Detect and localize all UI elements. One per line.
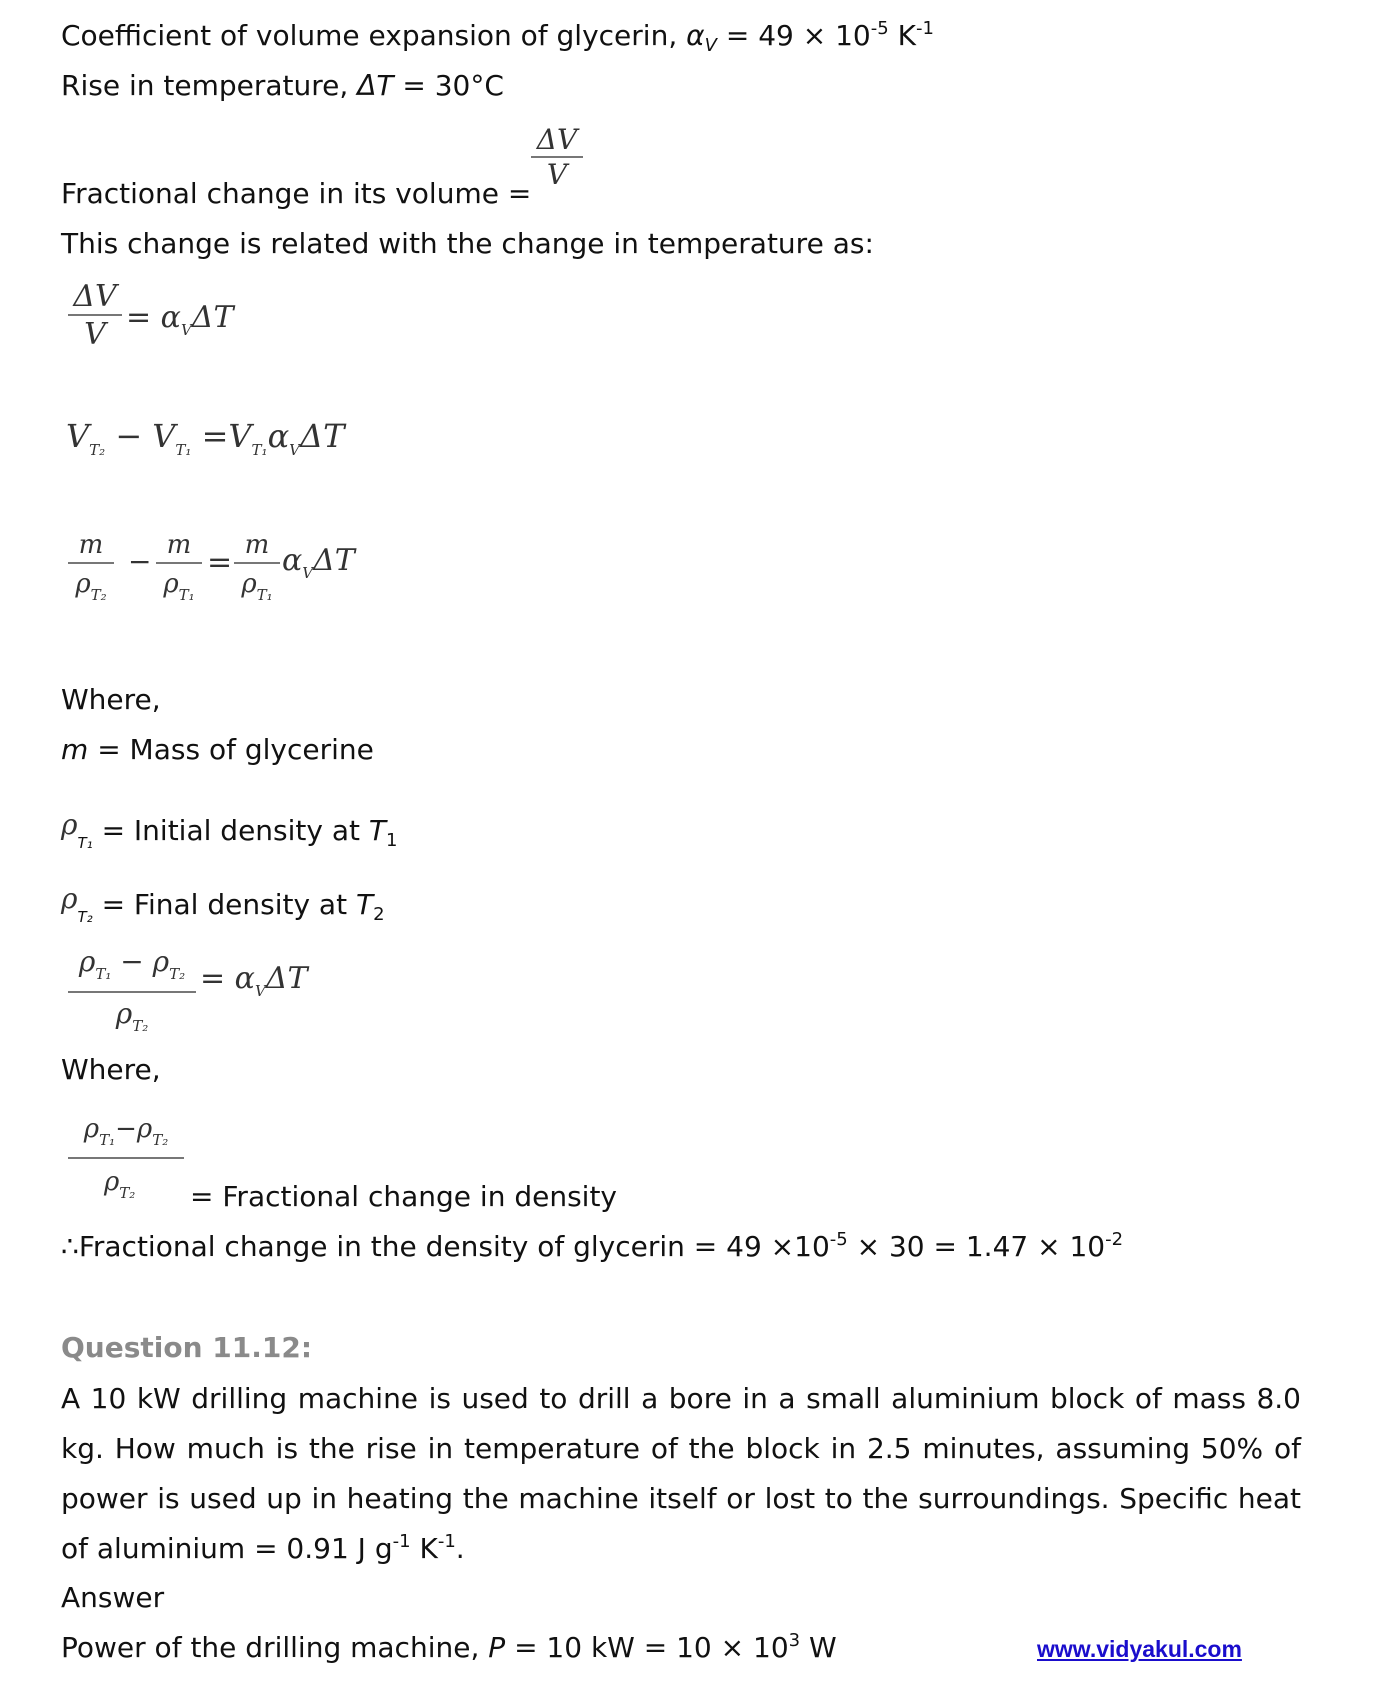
result-prefix: ∴Fractional change in the density of glycerin = 49 ×10	[61, 1230, 830, 1263]
question-text: A 10 kW drilling machine is used to drill a bore in a small aluminium block of mass 8.0 kg. How much is the rise in temperature of the block in 2.5 minutes, assuming 50% of power is used up in heating the machine itself or lost to the surroundings. Specific heat of aluminium = 0.91 J g	[61, 1382, 1301, 1565]
eq2-delta-t: ΔT	[300, 417, 345, 455]
initial-density-text: = Initial density at	[101, 814, 361, 847]
eq3-rho2: ρ	[163, 569, 179, 599]
eq1-numerator: ΔV	[73, 279, 117, 314]
eq4-rho2-sub: T₂	[169, 965, 186, 983]
m-definition: = Mass of glycerine	[97, 733, 374, 766]
alpha-sub: V	[704, 35, 717, 56]
eq3-delta-t: ΔT	[313, 543, 355, 578]
eq2-alpha: α	[267, 417, 290, 455]
result-exp-2: -2	[1105, 1229, 1124, 1250]
delta-t-symbol: ΔT	[357, 69, 394, 102]
where-label-1: Where,	[61, 683, 161, 716]
eq3-rho1-sub: T₂	[90, 586, 107, 604]
eq4-rho1: ρ	[78, 945, 96, 978]
alpha-symbol: α	[686, 19, 705, 52]
density-fraction	[68, 1112, 184, 1216]
eq3-minus: −	[128, 545, 152, 578]
initial-t: T	[368, 814, 387, 847]
eq4-rhs	[200, 961, 308, 1000]
eq3-fraction-3	[234, 528, 280, 615]
eq3-m3: m	[244, 530, 270, 560]
eq2-v-sub: T₂	[89, 441, 106, 459]
rise-label: Rise in temperature,	[61, 69, 349, 102]
answer-label: Answer	[61, 1581, 165, 1614]
eq2-v: V	[66, 417, 90, 455]
fractional-density-definition: = Fractional change in density	[190, 1180, 617, 1213]
coefficient-unit: K	[897, 19, 916, 52]
eq4-delta-t: ΔT	[265, 961, 308, 996]
eq1-delta-t: ΔT	[191, 300, 234, 335]
eq4-rho3-sub: T₂	[132, 1017, 149, 1035]
eq2-v3: V	[228, 417, 252, 455]
rho-t1-sub: T₁	[77, 834, 93, 852]
eq2-v2: V	[152, 417, 176, 455]
where2-rho2: ρ	[136, 1114, 153, 1144]
vidyakul-link[interactable]: www.vidyakul.com	[1037, 1636, 1242, 1662]
where2-rho1: ρ	[83, 1114, 100, 1144]
eq4-fraction	[68, 945, 196, 1047]
eq1-denominator: V	[84, 317, 106, 352]
final-t-sub: 2	[373, 904, 385, 925]
coefficient-exp: -5	[870, 18, 889, 39]
question-exp-g: -1	[392, 1531, 411, 1552]
fraction-numerator: ΔV	[536, 123, 578, 156]
rho-t2-symbol: ρ	[61, 882, 78, 915]
eq3-rho3-sub: T₁	[256, 586, 273, 604]
coefficient-label: Coefficient of volume expansion of glycerin,	[61, 19, 678, 52]
question-body	[61, 1374, 1301, 1574]
result-line	[61, 1229, 1124, 1263]
fractional-volume-label: Fractional change in its volume =	[61, 177, 532, 210]
result-exp-1: -5	[829, 1229, 848, 1250]
eq1-alpha-sub: V	[180, 321, 192, 339]
eq1-alpha: = α	[126, 300, 181, 335]
rho-t2-sub: T₂	[77, 908, 93, 926]
m-symbol: m	[61, 733, 89, 766]
final-density-text: = Final density at	[101, 888, 348, 921]
fraction-dv-v	[531, 124, 583, 192]
eq3-rho3: ρ	[241, 569, 257, 599]
question-unit-k: K	[410, 1532, 438, 1565]
rho-t1-symbol: ρ	[61, 808, 78, 841]
coefficient-unit-exp: -1	[915, 18, 934, 39]
fraction-denominator: V	[546, 158, 568, 191]
eq3-rho1: ρ	[75, 569, 91, 599]
eq4-alpha-sub: V	[254, 982, 266, 1000]
question-heading: Question 11.12:	[61, 1331, 313, 1364]
eq3-equals: =	[207, 545, 233, 580]
initial-density-definition	[61, 808, 398, 852]
relation-line	[61, 227, 874, 260]
mass-definition	[61, 733, 374, 766]
where2-rho3: ρ	[104, 1167, 120, 1197]
rise-value: = 30°C	[402, 69, 504, 102]
power-unit: W	[800, 1631, 837, 1664]
power-exp: 3	[788, 1630, 801, 1651]
eq4-rho2: ρ	[152, 945, 170, 978]
final-t: T	[355, 888, 374, 921]
eq2-v3-sub: T₁	[251, 441, 268, 459]
initial-t-sub: 1	[386, 830, 398, 851]
eq3-alpha: α	[282, 543, 303, 578]
rise-line	[61, 69, 504, 102]
eq3-rhs	[282, 543, 355, 582]
coefficient-line	[61, 18, 934, 56]
where2-rho3-sub: T₂	[119, 1184, 136, 1202]
eq3-m1: m	[78, 530, 104, 560]
fractional-volume-line	[61, 177, 532, 210]
eq4-minus: −	[120, 945, 144, 978]
eq3-rho2-sub: T₁	[178, 586, 195, 604]
eq2-alpha-sub: V	[289, 441, 301, 459]
question-exp-k: -1	[437, 1531, 456, 1552]
relation-text: This change is related with the change in temperature as:	[61, 227, 874, 260]
eq4-rho1-sub: T₁	[95, 965, 112, 983]
where2-minus: −	[115, 1114, 137, 1144]
eq3-fraction-1	[68, 528, 114, 615]
power-label: Power of the drilling machine,	[61, 1631, 480, 1664]
eq4-rho3: ρ	[115, 997, 133, 1030]
result-middle: × 30 = 1.47 × 10	[847, 1230, 1106, 1263]
eq3-m2: m	[166, 530, 192, 560]
power-value: = 10 kW = 10 × 10	[514, 1631, 789, 1664]
where-label-2: Where,	[61, 1053, 161, 1086]
eq2-v2-sub: T₁	[175, 441, 192, 459]
eq1-rhs	[126, 300, 234, 339]
eq3-fraction-2	[156, 528, 202, 615]
eq2-equation	[66, 417, 345, 459]
eq4-alpha: = α	[200, 961, 255, 996]
where2-rho2-sub: T₂	[152, 1131, 169, 1149]
coefficient-value: = 49 × 10	[725, 19, 871, 52]
power-symbol: P	[488, 1631, 506, 1664]
eq2-minus: −	[115, 417, 143, 455]
final-density-definition	[61, 882, 385, 926]
eq1-fraction	[68, 280, 122, 354]
eq3-alpha-sub: V	[302, 564, 314, 582]
question-end: .	[455, 1532, 465, 1565]
power-line	[61, 1630, 837, 1664]
eq2-equals: =	[201, 417, 229, 455]
where2-rho1-sub: T₁	[99, 1131, 116, 1149]
